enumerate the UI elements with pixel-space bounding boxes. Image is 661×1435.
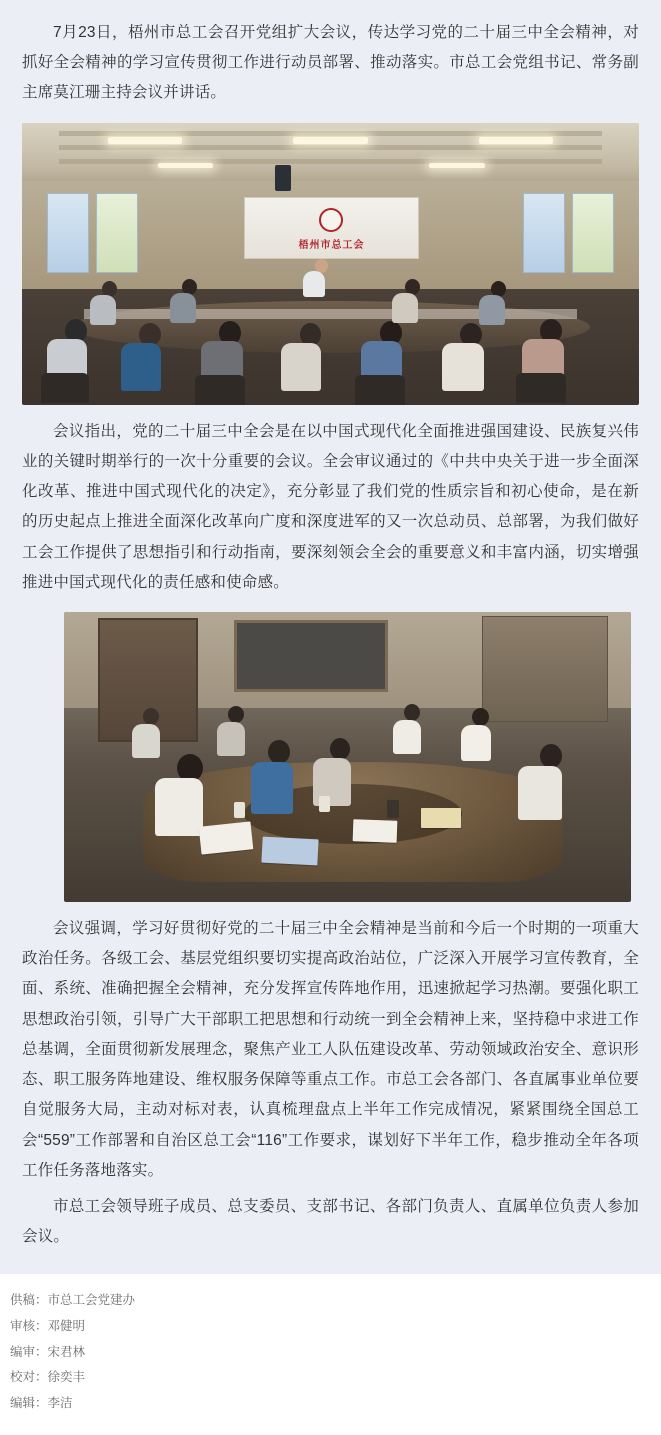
- credit-editor: 编辑：李洁: [10, 1395, 73, 1410]
- paragraph-1: 7月23日，梧州市总工会召开党组扩大会议，传达学习党的二十届三中全会精神，对抓好全会精神的学习宣传贯彻工作进行动员部署、推动落实。市总工会党组书记、常务副主席莫江珊主持会议并讲话。: [22, 24, 639, 102]
- wall-panel-left-2: [96, 193, 138, 273]
- wall-panel-right-2: [572, 193, 614, 273]
- paragraph-3: 会议强调，学习好贯彻好党的二十届三中全会精神是当前和今后一个时期的一项重大政治任务。各级工会、基层党组织要切实提高政治站位，广泛深入开展学习宣传教育，全面、系统、准确把握全会精神，充分发挥宣传阵地作用，迅速掀起学习热潮。要强化职工思想政治引领，引导广大干部职工把思想和行动统一到全会精神上来，坚持稳中求进工作总基调，全面贯彻新发展理念，聚焦产业工人队伍建设改革、劳动领域政治安全、意识形态、职工服务阵地建设、维权服务保障等重点工作。市总工会各部门、各直属事业单位要自觉服务大局，主动对标对表，认真梳理盘点上半年工作完成情况，紧紧围绕全国总工会“559”工作部署和自治区总工会“116”工作要求，谋划好下半年工作，稳步推动全年各项工作任务落地落实。: [22, 919, 639, 1179]
- credit-source: 供稿：市总工会党建办: [10, 1293, 136, 1308]
- wall-panel-left: [47, 193, 89, 273]
- credit-reviewer: 审核：邓健明: [10, 1319, 86, 1333]
- figure-meeting-table: [64, 612, 631, 902]
- meeting-room-wide-photo: [22, 123, 639, 405]
- stage-banner: [244, 197, 419, 259]
- paragraph-2: 会议指出，党的二十届三中全会是在以中国式现代化全面推进强国建设、民族复兴伟业的关键时期举行的一次十分重要的会议。全会审议通过的《中共中央关于进一步全面深化改革、推进中国式现代化的决定》，充分彰显了我们党的性质宗旨和初心使命，是在新的历史起点上推进全面深化改革向广度和深度进军的又一次总动员、总部署，为我们做好工会工作提供了思想指引和行动指南，要深刻领会全会的重要意义和丰富内涵，切实增强推进中国式现代化的责任感和使命感。: [22, 422, 639, 591]
- banner-text: 梧州市总工会: [298, 239, 365, 251]
- cabinet: [482, 616, 609, 722]
- meeting-table-photo: [64, 612, 631, 902]
- paragraph-4: 市总工会领导班子成员、总支委员、支部书记、各部门负责人、直属单位负责人参加会议。: [22, 1197, 639, 1246]
- wall-panel-right: [523, 193, 565, 273]
- credit-editor-in-chief: 编审：宋君林: [10, 1344, 86, 1359]
- figure-meeting-room-wide: [22, 123, 639, 405]
- wall-board: [234, 620, 387, 692]
- union-emblem-icon: [319, 208, 343, 232]
- projector: [275, 165, 291, 191]
- credit-proofreader: 校对：徐奕丰: [10, 1370, 86, 1385]
- credits-block: [0, 1274, 661, 1434]
